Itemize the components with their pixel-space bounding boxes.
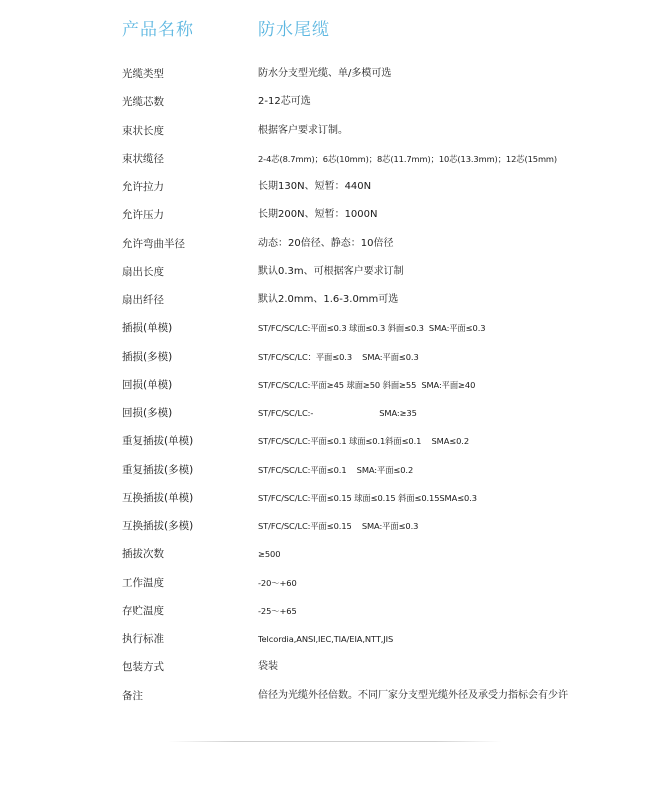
- spec-row-bundle-length: [0, 117, 670, 145]
- spec-value: ST/FC/SC/LC:平面≥45 球面≥50 斜面≥55 SMA:平面≥40: [258, 379, 476, 390]
- spec-value: 倍径为光缆外径倍数。不同厂家分支型光缆外径及承受力指标会有少许: [258, 689, 568, 701]
- spec-value: -25～+65: [258, 605, 297, 616]
- spec-value: 默认2.0mm、1.6-3.0mm可选: [258, 294, 399, 305]
- spec-row-fiber-count: [0, 88, 670, 116]
- spec-row-repeat-sm: [0, 427, 670, 455]
- spec-row-standards: [0, 625, 670, 653]
- spec-value: 袋装: [258, 661, 278, 673]
- spec-label: 互换插拔(多模): [122, 520, 194, 532]
- spec-label: 扇出纤径: [122, 294, 164, 306]
- spec-label: 重复插拔(单模): [122, 435, 194, 448]
- spec-row-interchange-sm: [0, 484, 670, 512]
- spec-label: 回损(多模): [122, 407, 173, 419]
- spec-label: 工作温度: [122, 576, 164, 589]
- spec-row-storage-temp: [0, 597, 670, 625]
- spec-row-rl-sm: [0, 371, 670, 399]
- product-header: [0, 18, 670, 46]
- spec-value: 2-4芯(8.7mm)；6芯(10mm)；8芯(11.7mm)；10芯(13.3mm)；12芯(15mm): [258, 153, 558, 164]
- spec-label: 束状缆径: [122, 152, 164, 165]
- spec-row-cable-type: [0, 60, 670, 88]
- spec-label: 插损(多模): [122, 350, 173, 363]
- spec-label: 束状长度: [122, 124, 164, 137]
- spec-row-packaging: [0, 653, 670, 681]
- spec-value: ST/FC/SC/LC:平面≤0.15 球面≤0.15 斜面≤0.15SMA≤0.3: [258, 492, 477, 503]
- spec-value: ST/FC/SC/LC：平面≤0.3 SMA:平面≤0.3: [258, 351, 419, 362]
- spec-value: Telcordia,ANSI,IEC,TIA/EIA,NTT,JIS: [258, 634, 394, 644]
- spec-table: [0, 60, 670, 710]
- spec-row-il-mm: [0, 343, 670, 371]
- spec-label: 允许弯曲半径: [122, 237, 185, 250]
- footer-divider: [168, 741, 502, 742]
- spec-label: 允许压力: [122, 209, 164, 222]
- spec-value: 长期130N、短暂：440N: [258, 181, 372, 192]
- spec-row-interchange-mm: [0, 512, 670, 540]
- spec-label: 允许拉力: [122, 181, 164, 193]
- spec-label: 包装方式: [122, 661, 164, 674]
- spec-value: 根据客户要求订制。: [258, 124, 348, 136]
- spec-row-fanout-length: [0, 258, 670, 286]
- spec-value: 动态：20倍径、静态：10倍径: [258, 237, 394, 249]
- spec-value: ST/FC/SC/LC:平面≤0.1 球面≤0.1斜面≤0.1 SMA≤0.2: [258, 436, 470, 447]
- spec-label: 插损(单模): [122, 322, 173, 335]
- spec-row-fanout-diameter: [0, 286, 670, 314]
- spec-row-tensile: [0, 173, 670, 201]
- spec-value: ST/FC/SC/LC:平面≤0.3 球面≤0.3 斜面≤0.3 SMA:平面≤0.3: [258, 323, 486, 334]
- spec-value: ST/FC/SC/LC:平面≤0.15 SMA:平面≤0.3: [258, 521, 419, 531]
- spec-value: ST/FC/SC/LC:- SMA:≥35: [258, 408, 417, 418]
- spec-row-bend-radius: [0, 230, 670, 258]
- spec-row-bundle-diameter: [0, 145, 670, 173]
- spec-value: ≥500: [258, 549, 281, 560]
- spec-value: 防水分支型光缆、单/多模可选: [258, 68, 392, 79]
- spec-row-mating-cycles: [0, 540, 670, 568]
- spec-label: 扇出长度: [122, 265, 164, 278]
- spec-row-remark: [0, 682, 670, 710]
- spec-label: 光缆类型: [122, 68, 164, 80]
- product-name-value: 防水尾缆: [258, 20, 330, 40]
- spec-row-crush: [0, 201, 670, 229]
- spec-label: 互换插拔(单模): [122, 491, 194, 504]
- spec-row-operating-temp: [0, 569, 670, 597]
- product-name-label: 产品名称: [122, 20, 194, 40]
- spec-value: 默认0.3m、可根据客户要求订制: [258, 265, 404, 277]
- spec-label: 光缆芯数: [122, 96, 164, 109]
- spec-row-rl-mm: [0, 399, 670, 427]
- spec-value: -20～+60: [258, 577, 297, 588]
- spec-label: 重复插拔(多模): [122, 463, 194, 476]
- spec-value: ST/FC/SC/LC:平面≤0.1 SMA:平面≤0.2: [258, 464, 414, 475]
- spec-row-il-sm: [0, 314, 670, 342]
- spec-label: 插拔次数: [122, 548, 164, 561]
- spec-label: 执行标准: [122, 633, 164, 645]
- spec-label: 存贮温度: [122, 604, 164, 617]
- spec-label: 备注: [122, 689, 143, 702]
- spec-label: 回损(单模): [122, 378, 173, 391]
- spec-row-repeat-mm: [0, 456, 670, 484]
- spec-value: 2-12芯可选: [258, 96, 311, 108]
- spec-value: 长期200N、短暂：1000N: [258, 209, 378, 221]
